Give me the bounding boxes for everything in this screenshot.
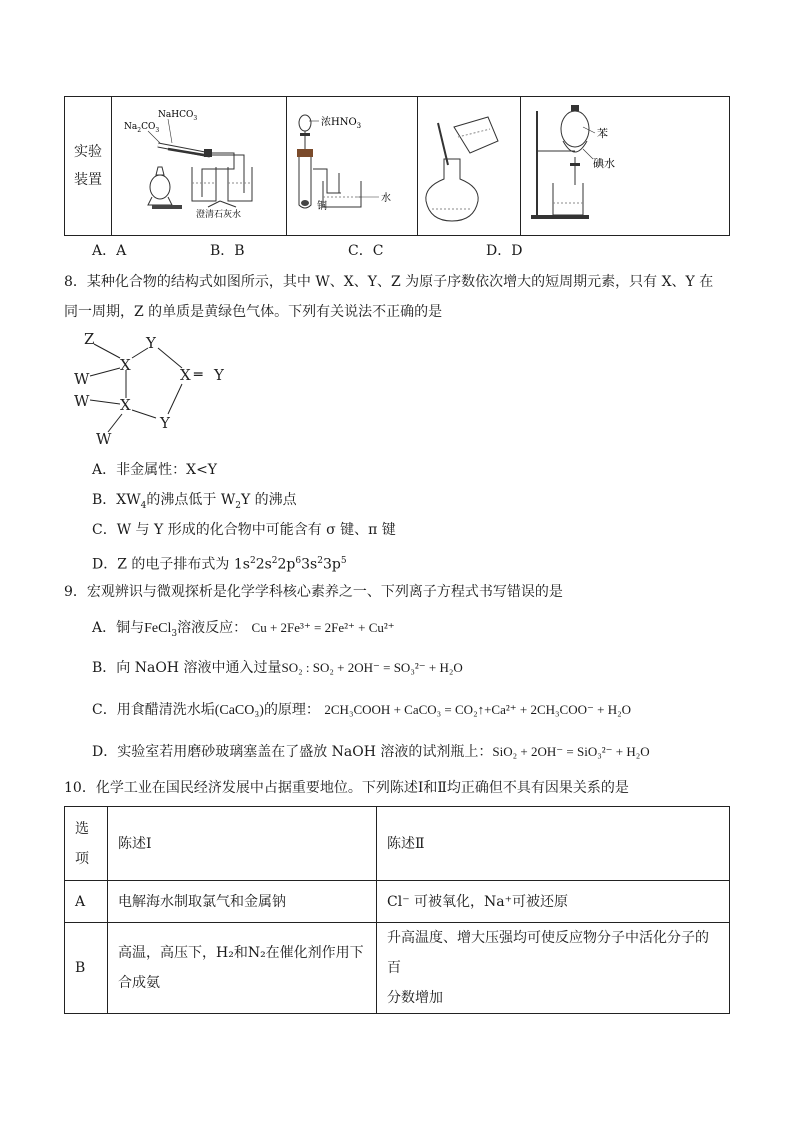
apparatus-table — [64, 96, 730, 236]
apparatus-d-diagram — [521, 97, 729, 231]
row-a-statement-2: Cl⁻ 可被氧化，Na⁺可被还原 — [377, 881, 730, 923]
table-row — [65, 923, 730, 1014]
label-conc-hno3: 浓$HNO_3$ — [321, 117, 362, 130]
atom-x-bottom: X — [120, 396, 131, 414]
label-copper: 铜 — [317, 201, 327, 212]
apparatus-b-cell — [287, 97, 418, 236]
q8-option-d[interactable]: D．Z 的电子排布式为 $1s^22s^22p^63s^23p^5$ — [92, 556, 347, 573]
apparatus-c-cell — [418, 97, 521, 236]
row-b-statement-2: 升高温度、增大压强均可使反应物分子中活化分子的百 分数增加 — [377, 923, 730, 1014]
header-option: 选 项 — [65, 807, 108, 881]
q8-structure-diagram — [68, 328, 268, 448]
label-iodine-water: 碘水 — [593, 157, 615, 170]
q7-option-c[interactable]: C．C — [348, 243, 384, 259]
atom-z: Z — [84, 330, 95, 348]
q9-option-b[interactable]: B．向 NaOH 溶液中通入过量SO₂ : SO₂ + 2OH⁻ = SO₃²⁻ + H₂O — [92, 660, 463, 676]
label-na2co3: $Na_2CO_3$ — [124, 122, 160, 134]
label-nahco3: NaHCO$_3$ — [158, 110, 198, 122]
label-benzene: 苯 — [597, 127, 608, 140]
q8-stem-line1: 8．某种化合物的结构式如图所示，其中 W、X、Y、Z 为原子序数依次增大的短周期元素，只有 X、Y 在 — [64, 274, 714, 290]
q9-option-d[interactable]: D．实验室若用磨砂玻璃塞盖在了盛放 NaOH 溶液的试剂瓶上：SiO₂ + 2OH⁻ = SiO₃²⁻ + H₂O — [92, 744, 650, 760]
apparatus-c-diagram — [418, 97, 520, 231]
atom-x-top: X — [120, 356, 131, 374]
atom-y-top: Y — [146, 334, 156, 352]
apparatus-b-diagram — [287, 97, 417, 231]
q9-stem: 9．宏观辨识与微观探析是化学学科核心素养之一、下列离子方程式书写错误的是 — [64, 584, 563, 600]
apparatus-a-cell — [112, 97, 287, 236]
q10-table — [64, 806, 730, 1014]
q10-stem: 10．化学工业在国民经济发展中占据重要地位。下列陈述Ⅰ和Ⅱ均正确但不具有因果关系的是 — [64, 780, 629, 796]
q7-option-d[interactable]: D．D — [486, 243, 523, 259]
table-header-row — [65, 807, 730, 881]
label-water: 水 — [381, 193, 391, 204]
atom-x-right: X — [180, 366, 191, 384]
row-a-option: A — [65, 881, 108, 923]
atom-w-1: W — [74, 370, 90, 388]
double-bond: ═ — [194, 367, 203, 383]
q9-option-c[interactable]: C．用食醋清洗水垢(CaCO₃)的原理： 2CH₃COOH + CaCO₃ = CO₂↑+Ca²⁺ + 2CH₃COO⁻ + H₂O — [92, 702, 632, 718]
atom-w-2: W — [74, 392, 90, 410]
table-row — [65, 881, 730, 923]
apparatus-d-cell — [521, 97, 730, 236]
q8-option-c[interactable]: C．W 与 Y 形成的化合物中可能含有 σ 键、π 键 — [92, 522, 396, 538]
header-statement-1: 陈述Ⅰ — [108, 807, 377, 881]
q8-option-b[interactable]: B．$XW_4$的沸点低于 $W_2Y$ 的沸点 — [92, 492, 297, 511]
atom-w-3: W — [96, 430, 112, 448]
apparatus-label-line1: 实验 — [74, 144, 102, 160]
apparatus-label-line2: 装置 — [74, 172, 102, 188]
apparatus-label-cell — [65, 97, 112, 236]
q9-option-a[interactable]: A．铜与FeCl$_3$溶液反应： Cu + 2Fe³⁺ = 2Fe²⁺ + Cu²⁺ — [92, 620, 395, 639]
q8-option-a[interactable]: A．非金属性：X<Y — [92, 462, 218, 478]
row-b-statement-1: 高温，高压下，H₂和N₂在催化剂作用下 合成氨 — [108, 923, 377, 1014]
row-a-statement-1: 电解海水制取氯气和金属钠 — [108, 881, 377, 923]
apparatus-a-diagram — [112, 97, 286, 231]
q8-stem-line2: 同一周期，Z 的单质是黄绿色气体。下列有关说法不正确的是 — [64, 304, 443, 320]
label-limewater: 澄清石灰水 — [196, 210, 242, 220]
q7-option-b[interactable]: B．B — [210, 243, 245, 259]
q7-option-a[interactable]: A．A — [92, 243, 127, 259]
atom-y-bottom: Y — [160, 414, 170, 432]
atom-y-right: Y — [214, 366, 224, 384]
header-statement-2: 陈述Ⅱ — [377, 807, 730, 881]
row-b-option: B — [65, 923, 108, 1014]
